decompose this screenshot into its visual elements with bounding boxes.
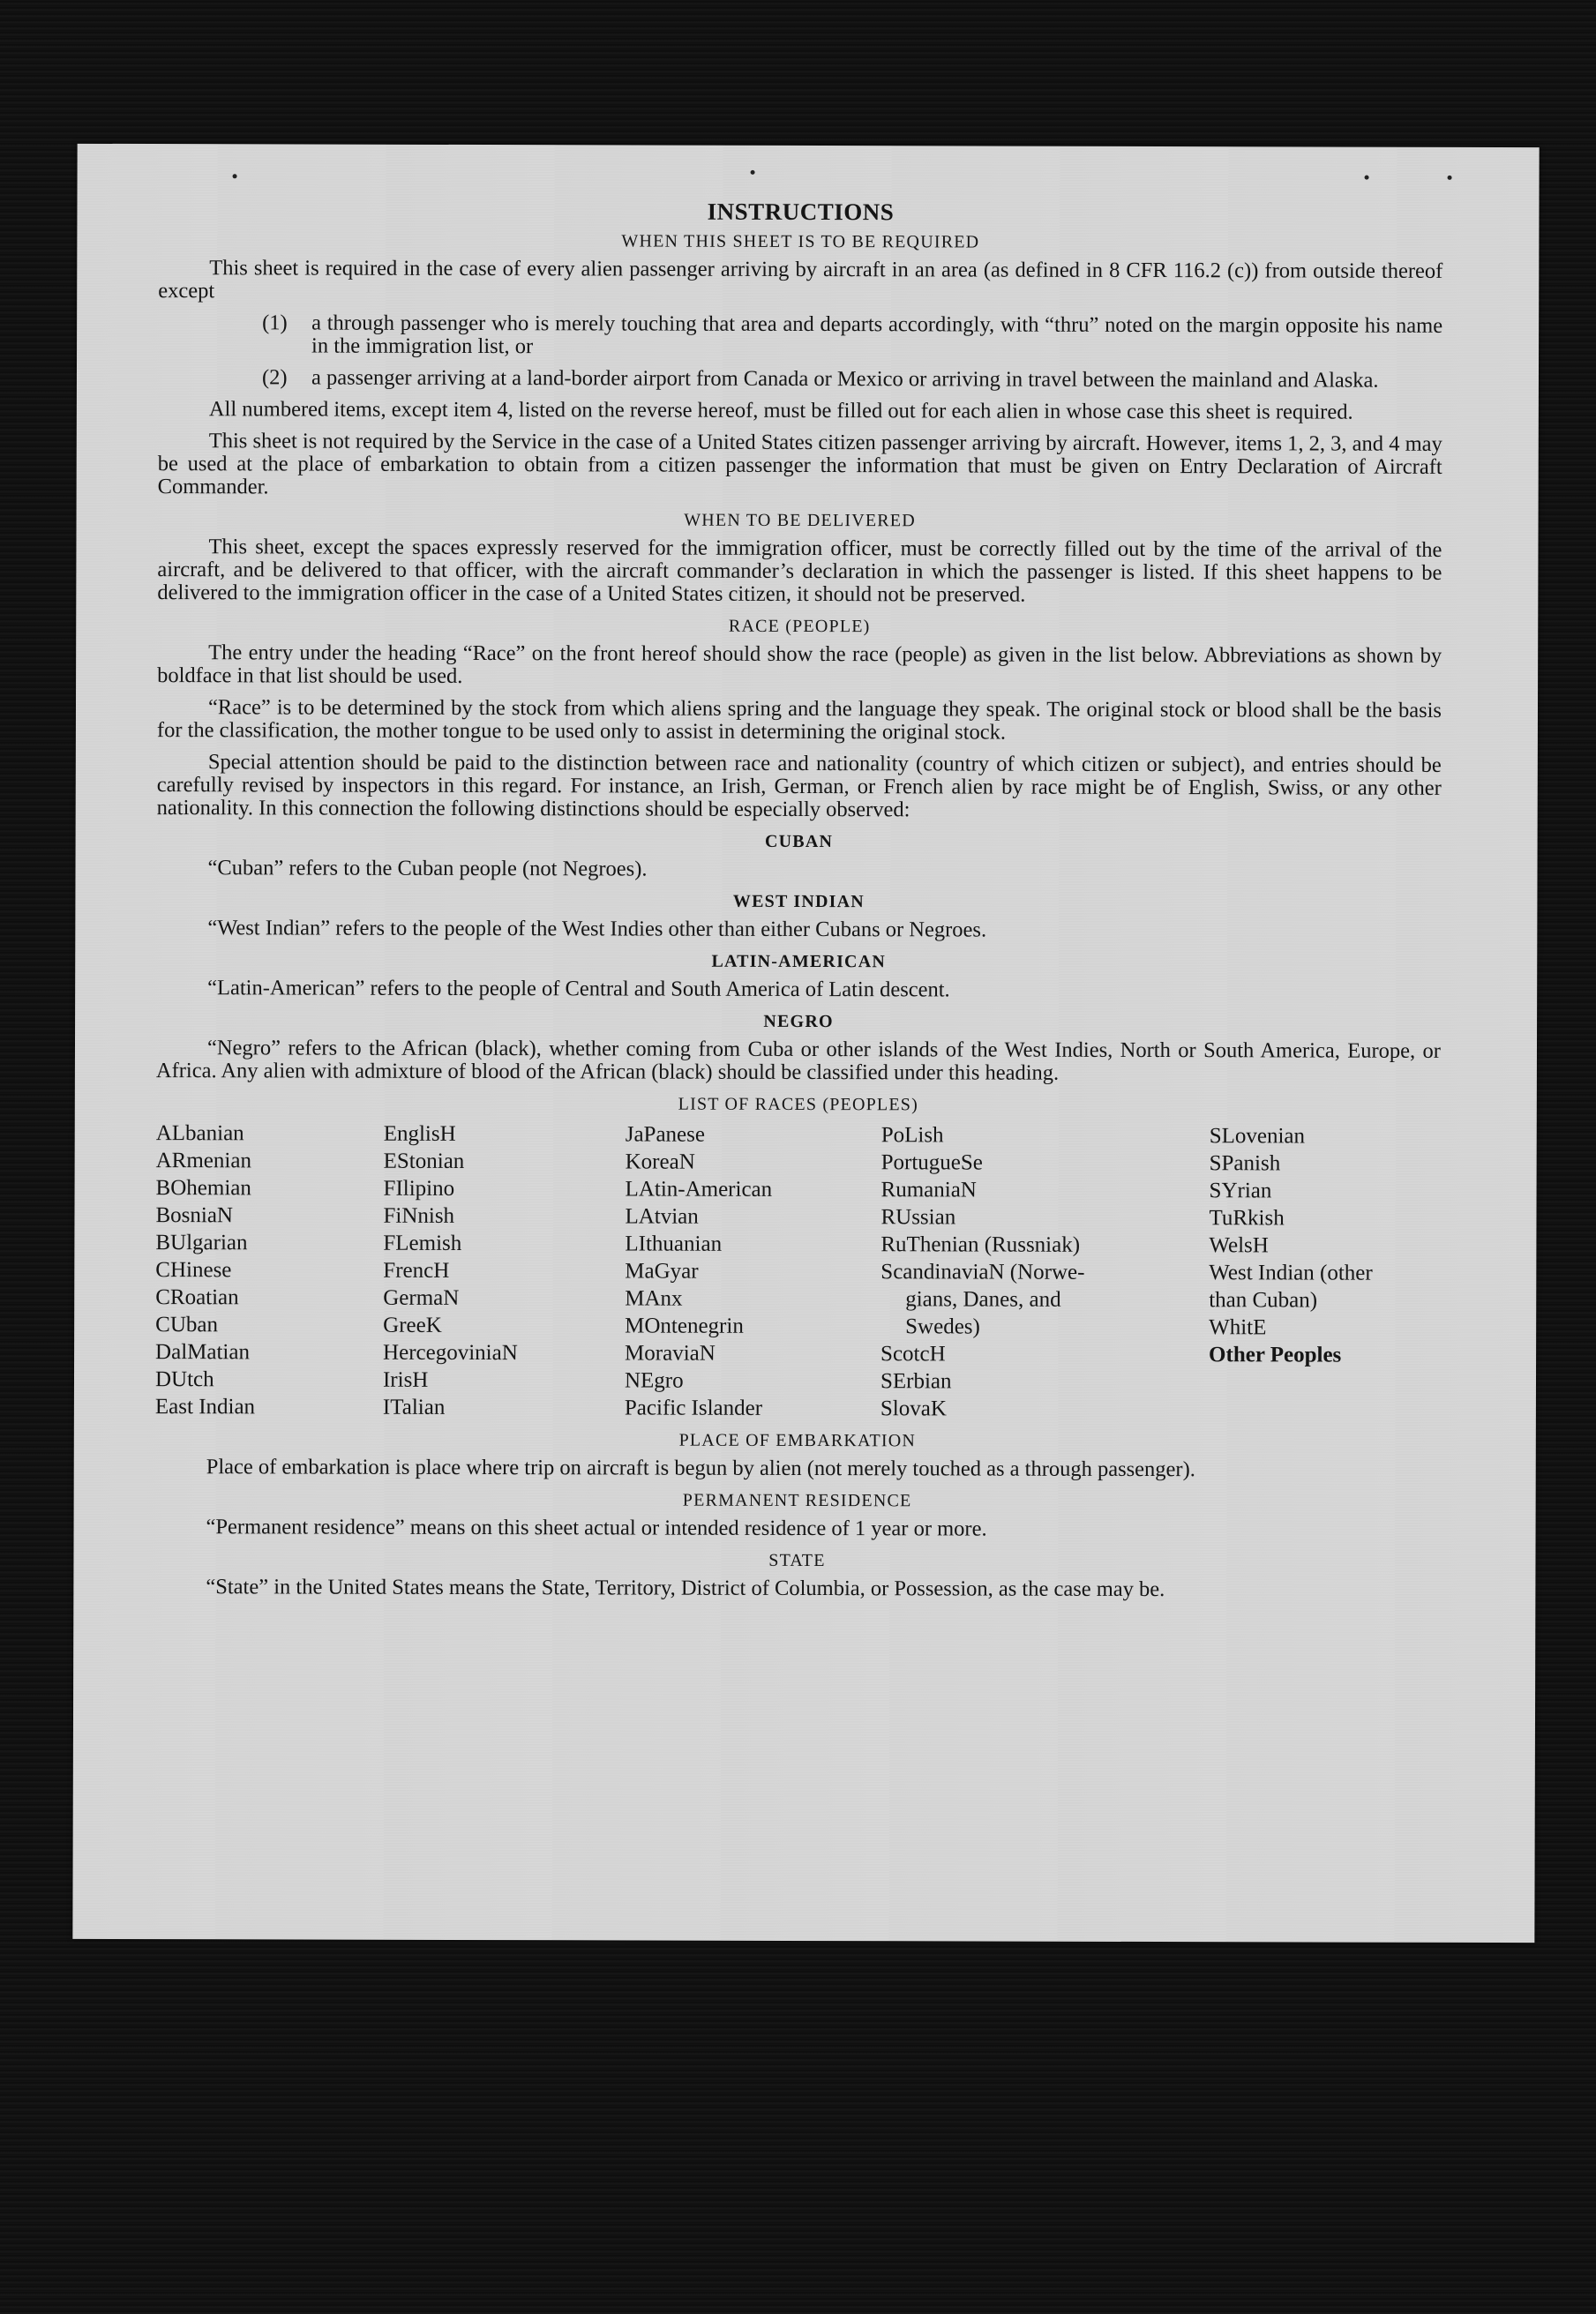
race-entry: Pacific Islander <box>624 1396 763 1420</box>
speck <box>1448 176 1452 180</box>
paragraph-race-3: Special attention should be paid to the distinction between race and nationality (country of which citizen or subject), and entries should be carefully revised by inspectors in this regard. For instance, an Irish, German, or French alien by race might be of English, Swiss, or any other nationality. In this connection the following distinctions should be especially observed: <box>156 750 1442 822</box>
race-entry: NEgro <box>624 1368 684 1393</box>
race-entry: MAnx <box>625 1286 683 1311</box>
paragraph-negro: “Negro” refers to the African (black), whether coming from Cuba or other islands of the West Indies, North or South America, Europe, or Africa. Any alien with admixture of blood of the African (black) should be classified under this heading. <box>155 1036 1442 1085</box>
section-heading-west-indian: WEST INDIAN <box>732 891 865 912</box>
paragraph-race-1: The entry under the heading “Race” on the front hereof should show the race (people) as given in the list below. Abbreviations as shown by boldface in that list should be used. <box>157 640 1442 688</box>
race-entry: SErbian <box>880 1369 952 1394</box>
race-entry: SPanish <box>1209 1151 1281 1176</box>
race-entry: RUssian <box>880 1205 956 1230</box>
race-entry: BosniaN <box>155 1203 234 1228</box>
page-title: INSTRUCTIONS <box>707 198 895 226</box>
race-entry: KoreaN <box>625 1150 695 1174</box>
race-entry: LAtvian <box>625 1204 699 1229</box>
race-entry: East Indian <box>154 1395 256 1419</box>
exception-item-2 <box>262 366 1442 393</box>
paragraph-residence: “Permanent residence” means on this sheet actual or intended residence of 1 year or more. <box>206 1515 987 1541</box>
race-entry: WelsH <box>1209 1233 1269 1258</box>
paragraph-citizen: This sheet is not required by the Service in the case of a United States citizen passenger arriving by aircraft. However, items 1, 2, 3, and 4 may be used at the place of embarkation to obtain from a citizen passenger the information that must be given on Entry Declaration of Aircraft Commander. <box>157 429 1442 499</box>
race-entry: ScotcH <box>880 1342 946 1367</box>
race-entry: ScandinaviaN (Norwe- <box>880 1260 1085 1284</box>
paragraph-race-2: “Race” is to be determined by the stock from which aliens spring and the language they speak. The original stock or blood shall be the basis for the classification, the mother tongue to be used only to assist in determining the original stock. <box>156 695 1442 745</box>
section-heading-race: RACE (PEOPLE) <box>728 616 871 637</box>
races-column-3 <box>625 1120 881 1422</box>
races-column-2 <box>383 1120 626 1422</box>
race-entry: than Cuban) <box>1209 1288 1318 1313</box>
race-entry: LIthuanian <box>625 1232 723 1256</box>
race-entry: MaGyar <box>625 1259 699 1284</box>
race-entry: FiNnish <box>383 1203 455 1228</box>
race-entry: HercegoviniaN <box>383 1340 518 1366</box>
race-entry: EnglisH <box>383 1121 456 1146</box>
race-entry: LAtin-American <box>625 1177 773 1202</box>
exception-item-1 <box>262 311 1442 361</box>
paragraph-west-indian: “West Indian” refers to the people of the West Indies other than either Cubans or Negroes. <box>207 916 987 942</box>
race-entry: CHinese <box>155 1258 232 1283</box>
race-entry: RumaniaN <box>880 1178 977 1202</box>
race-entry: MoraviaN <box>625 1341 716 1366</box>
race-entry: FLemish <box>383 1231 462 1255</box>
race-entry: ALbanian <box>155 1121 244 1146</box>
item-number: (2) <box>261 365 288 390</box>
paragraph-latin-american: “Latin-American” refers to the people of Central and South America of Latin descent. <box>207 976 950 1002</box>
race-entry: MOntenegrin <box>625 1314 744 1338</box>
race-entry: West Indian (other <box>1209 1261 1373 1285</box>
race-entry: PortugueSe <box>880 1150 983 1175</box>
paragraph-numbered-items: All numbered items, except item 4, listed on the reverse hereof, must be filled out for each alien in whose case this sheet is required. <box>208 397 1353 424</box>
race-entry: WhitE <box>1209 1315 1267 1340</box>
section-heading-cuban: CUBAN <box>765 831 834 852</box>
section-heading-latin-american: LATIN-AMERICAN <box>711 951 887 972</box>
race-entry: GreeK <box>383 1313 442 1337</box>
section-heading-delivered: WHEN TO BE DELIVERED <box>684 510 916 531</box>
race-entry: RuThenian (Russniak) <box>880 1232 1081 1257</box>
race-entry: JaPanese <box>625 1122 706 1147</box>
paragraph-delivered: This sheet, except the spaces expressly reserved for the immigration officer, must be correctly filled out by the time of the arrival of the aircraft, and be delivered to that officer, with the aircraft commander’s declaration in which the passenger is listed. If this sheet happens to be delivered to the immigration officer in the case of a United States citizen, it should not be preserved. <box>157 535 1442 607</box>
race-entry: CRoatian <box>155 1285 239 1310</box>
race-entry: SlovaK <box>880 1397 947 1421</box>
instruction-sheet <box>72 144 1539 1943</box>
section-heading-list-of-races: LIST OF RACES (PEOPLES) <box>678 1094 918 1115</box>
race-entry: FIlipino <box>383 1176 455 1201</box>
race-entry: EStonian <box>383 1149 465 1173</box>
paragraph-required-intro: This sheet is required in the case of every alien passenger arriving by aircraft in an area (as defined in 8 CFR 116.2 (c)) from outside thereof except <box>158 256 1443 303</box>
paragraph-embarkation: Place of embarkation is place where trip on aircraft is begun by alien (not merely touched as a through passenger). <box>206 1455 1195 1482</box>
speck <box>751 170 755 175</box>
paragraph-state: “State” in the United States means the State, Territory, District of Columbia, or Possession, as the case may be. <box>206 1575 1165 1602</box>
section-heading-embarkation: PLACE OF EMBARKATION <box>678 1430 917 1451</box>
item-text: a through passenger who is merely touching that area and departs accordingly, with “thru” noted on the margin opposite his name in the immigration list, or <box>311 311 1443 359</box>
section-heading-negro: NEGRO <box>763 1011 834 1032</box>
race-entry: FrencH <box>383 1258 450 1283</box>
race-entry: DUtch <box>154 1367 214 1392</box>
paragraph-cuban: “Cuban” refers to the Cuban people (not Negroes). <box>207 856 648 881</box>
race-entry: BUlgarian <box>155 1231 248 1255</box>
race-entry: Swedes) <box>905 1314 980 1339</box>
race-entry: SLovenian <box>1209 1124 1306 1149</box>
document-body <box>154 198 1442 1611</box>
section-heading-state: STATE <box>768 1550 826 1571</box>
race-entry: SYrian <box>1209 1179 1272 1203</box>
section-heading-residence: PERMANENT RESIDENCE <box>682 1490 912 1511</box>
speck <box>233 174 237 178</box>
race-entry: PoLish <box>880 1123 944 1148</box>
race-entry: GermaN <box>383 1285 460 1310</box>
section-heading-required: WHEN THIS SHEET IS TO BE REQUIRED <box>621 231 980 252</box>
item-text: a passenger arriving at a land-border airport from Canada or Mexico or arriving in travel between the mainland and Alaska. <box>311 365 1379 393</box>
races-column-1 <box>155 1120 384 1421</box>
race-entry: CUban <box>155 1313 219 1337</box>
races-table <box>155 1120 1441 1424</box>
race-entry: gians, Danes, and <box>905 1287 1061 1312</box>
race-entry: DalMatian <box>155 1340 251 1365</box>
race-entry: BOhemian <box>155 1176 251 1201</box>
race-entry: TuRkish <box>1209 1206 1285 1231</box>
item-number: (1) <box>262 311 288 335</box>
races-column-5 <box>1209 1122 1441 1424</box>
race-entry: IrisH <box>382 1367 429 1392</box>
speck <box>1365 176 1369 180</box>
race-entry: ITalian <box>382 1395 446 1419</box>
race-entry: Other Peoples <box>1209 1343 1342 1367</box>
races-column-4 <box>880 1121 1210 1423</box>
race-entry: ARmenian <box>155 1149 252 1173</box>
